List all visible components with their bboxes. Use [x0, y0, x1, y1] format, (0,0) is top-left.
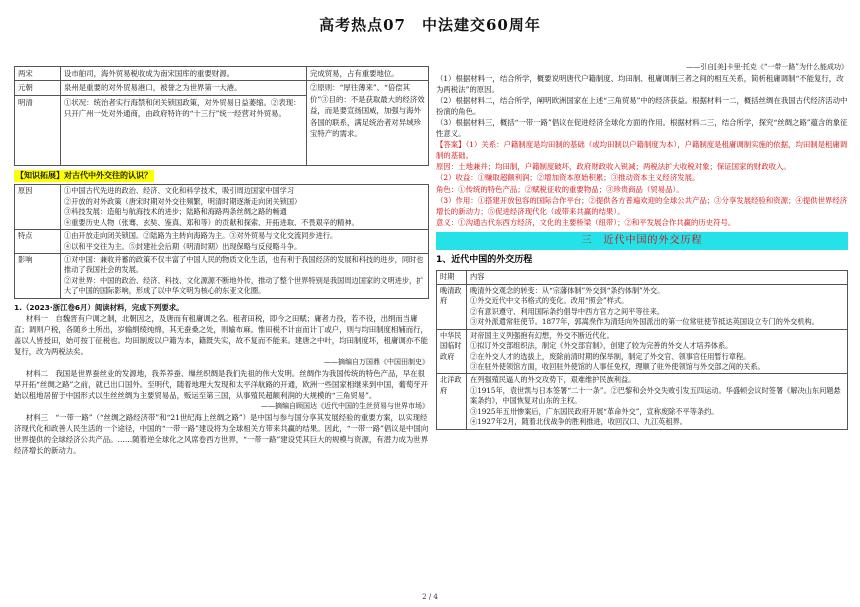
material-source: ——摘编自顾国达《近代中国的生丝贸易与世界市场》 [261, 402, 429, 411]
table-cell: ①状况：统治者实行海禁和闭关锁国政策，对外贸易日益萎缩。②表现：只开广州一处对外通商，由政府特许的“十三行”统一经营对外贸易。 [61, 95, 307, 165]
answer-line: （3）作用：①搭建开放包容的国际合作平台；②提供各方普遍欢迎的全球公共产品；③分享发展经验和资源；④提供世界经济增长的新动力；⑤促进经济现代化（或带来共赢的结果）。 [436, 195, 848, 216]
list-item: ③1925年五卅惨案后，广东国民政府开展“革命外交”，宣称废除不平等条约。 [470, 406, 719, 416]
table-cell [61, 253, 429, 298]
material-3: 材料三 “一带一路”（“丝绸之路经济带”和“21世纪海上丝绸之路”）是中国与参与国分享其发展经验的重要方案，以实现经济现代化和政善人民生活的一个途径，中国的“一带一路”建设将为全球相关方带来共赢的结果。因此，“一带一路”倡议是中国向世界提供的全球经济公共产品。……随着逆全球化之风席卷西方世界，“一带一路”建设凭其巨大的规模与资源，有潜力成为世界经济增长的新动力。 [14, 412, 429, 455]
table-cell [61, 230, 429, 254]
question-ask: （2）根据材料二，结合所学，阐明欧洲国家在上述“三角贸易”中的经济获益。根据材料一二，概括丝绸在我国古代经济活动中扮演的角色。 [436, 95, 848, 116]
question-heading: 1.（2023·浙江卷6月）阅读材料，完成下列要求。 [14, 302, 184, 312]
table-cell [467, 329, 848, 374]
table-header: 时期 [437, 271, 467, 284]
material-source: ——摘编自万国鼎《中国田制史》 [324, 358, 429, 367]
list-item: 在列强殖民逼人的外交攻势下，艰难维护民族利益。 [470, 375, 636, 385]
table-row-label: 北洋政府 [437, 374, 467, 429]
list-item: ②开放的对外政策（唐宋时期对外交往频繁，明清时期逐渐走向闭关锁国） [64, 196, 302, 206]
table-row-label: 明清 [15, 95, 61, 165]
table-cell [467, 284, 848, 329]
page-number: 2 / 4 [422, 593, 438, 602]
list-item: 晚清外交观念的转变：从“宗藩体制”外交到“条约体制”外交。 [470, 285, 665, 295]
question-continued [436, 62, 848, 228]
table-cell: 完成贸易，占有重要地位。 [307, 67, 429, 81]
list-item: ②有意识遵守、利用国际条约倡导中西方官方之间平等往来。 [470, 306, 665, 316]
answer-line: 意义：①沟通古代东西方经济，文化的主要桥梁（纽带）；②和平发展合作共赢的历史符号。 [436, 217, 736, 227]
answer-line: （2）收益：①赚取超额利润；②增加资本原始积累；③推动资本主义经济发展。 [436, 173, 700, 183]
diplomacy-table [436, 270, 848, 429]
list-item: ②在外交人才的选拔上，废除前清时期的保举制，制定了外交官、领事官任用暂行章程。 [470, 351, 751, 361]
section-heading: 三 近代中国的外交历程 [436, 232, 848, 250]
material-1: 材料一 自魏晋有户调之制，北朝因之，及唐而有租庸调之名。租者田税，即今之田赋；庸者力役，若不役，出绢而当庸直；调则户税，各随乡土所出，岁输绢绫纯绵，其无蚕桑之处，则输布麻。惟田税不计亩而计丁或户，则与均田制度相辅而行，盖以人皆授田，始可按丁征税也。均田制废以户籍为本，籍既失实，故不复而不能来。建唐之中叶，均田制度坏，租庸调亦不能复行，改为两税法矣。 [14, 313, 428, 357]
table-row-label: 影响 [15, 253, 61, 298]
table-cell [467, 374, 848, 429]
list-item: ④1927年2月，随着北伐战争的胜利推进，收回汉口、九江英租界。 [470, 417, 687, 427]
question-block [14, 302, 429, 456]
list-item: ①对中国：兼收并蓄的政策不仅丰富了中国人民的物质文化生活，也有利于我国经济的发展和科技的进步，同时也推动了我国社会的发展。 [64, 254, 424, 275]
question-ask: （1）根据材料一，结合所学，概要说明唐代户籍制度、均田制、租庸调制三者之间的相互关系，简析租庸调制“不能复行，改为两税法”的原因。 [436, 73, 844, 94]
table-row-label: 中华民国临时政府 [437, 329, 467, 374]
page-title: 高考热点07 中法建交60周年 [319, 16, 541, 34]
list-item: ①拟订外交部组织法，制定《外交部官制》，创建了较为完善的外交人才培养体系。 [470, 341, 733, 351]
right-column [436, 62, 848, 430]
table-row-label: 元朝 [15, 81, 61, 95]
answer-line: 【答案】（1）关系：户籍制度是均田制的基础（或均田制以户籍制度为本），户籍制度是租庸调制实施的依据，均田制是租庸调制的基础。 [436, 140, 848, 161]
list-item: ④重要历史人物（张骞、玄奘、鉴真、郑和等）的贡献和探索、开拓进取、不畏艰辛的精神。 [64, 217, 359, 227]
table-row-label: 特点 [15, 230, 61, 254]
list-item: ③对外派遣常驻使节。1877年，郭嵩焘作为清廷向外国派出的第一位常驻使节抵达英国设立专门的外交机构。 [470, 317, 819, 327]
list-item: ①中国古代先进的政治、经济、文化和科学技术，吸引周边国家中国学习 [64, 186, 295, 196]
list-item: ②对世界：中国的政治、经济、科技、文化源源不断地外传，推动了整个世界特别是我国周边国家的文明进步，扩大了中国的国际影响，形成了以中华文明为核心的东亚文化圈。 [64, 275, 424, 296]
subsection-heading: 1、近代中国的外交历程 [436, 254, 533, 265]
trade-table [14, 66, 429, 166]
table-cell: ②原则：“厚往薄来”、“倍偿其价”③目的：不是获取最大的经济效益，而是要宣扬国威，加强与海外各国的联系，满足统治者对异域珍宝特产的需求。 [307, 81, 429, 165]
table-cell: 泉州是重要的对外贸易港口，被誉之为世界第一大港。 [61, 81, 307, 95]
table-row-label: 原因 [15, 185, 61, 230]
list-item: ①外交近代中文书格式的变化。改用“照会”样式。 [470, 296, 629, 306]
material-source: ——引自[美]卡里·托克《“一带一路”为什么能成功》 [686, 63, 848, 71]
table-row-label: 晚清政府 [437, 284, 467, 329]
list-item: ③在驻外使领馆方面，收回驻外使馆的人事任免权，理顺了驻外使领馆与外交部之间的关系。 [470, 361, 765, 371]
table-header: 内容 [467, 271, 848, 284]
list-item: 对帝国主义列强抱有幻想，外交不断近代化。 [470, 330, 614, 340]
list-item: ④以和平交往为主。⑤封建社会后期（明清时期）出现保略与反侵略斗争。 [64, 241, 302, 251]
question-ask: （3）根据材料三，概括“一带一路”倡议在促进经济全球化方面的作用。根据材料二三，结合所学，探究“丝绸之路”蕴含的象征性意义。 [436, 117, 848, 139]
list-item: ③科技发展：造船与航海技术的进步；陆路和海路两条丝绸之路的畅通 [64, 207, 287, 217]
table-cell: 设市舶司，海外贸易税收成为南宋国库的重要财源。 [61, 67, 307, 81]
left-column [14, 66, 429, 456]
table-row-label: 两宋 [15, 67, 61, 81]
knowledge-table [14, 184, 429, 298]
answer-line: 角色：①传统的特色产品；②赋税征收的重要物品；③珍贵商品（贸易品）。 [436, 184, 684, 194]
list-item: ①1915年，袁世凯与日本签署“二十一条”。②巴黎和会外交失败引发五四运动。华盛顿会议时签署《解决山东问题悬案条约》，中国恢复对山东的主权。 [470, 385, 841, 406]
table-cell [61, 185, 429, 230]
material-2: 材料二 我国是世界蚕丝业的发源地，我养养蚕、缫丝织绸是我们先祖的伟大发明。丝绸作为我国传统的特色产品，早在很早开拓“丝绸之路”之前，就已出口国外。至明代，随着地理大发现和太平洋航路的开通，欧洲一些国家相继来到中国，葡萄牙开始以租地居留于中国形式以生丝丝绸为主要贸易品，贩运至第三国，从事殖民超额利润的大规模的“三角贸易”。 [14, 368, 429, 400]
answer-line: 原因：土地兼并；均田制，户籍制度破坏，政府财政收入锐减；两税法扩大收税对象；保证国家的财政收入。 [436, 162, 791, 172]
list-item: ①由开放走向闭关锁国。②陆路为主转向海路为主。③对外贸易与文化交流同步进行。 [64, 231, 338, 241]
knowledge-heading: 【知识拓展】对古代中外交往的认识？ [14, 170, 154, 182]
